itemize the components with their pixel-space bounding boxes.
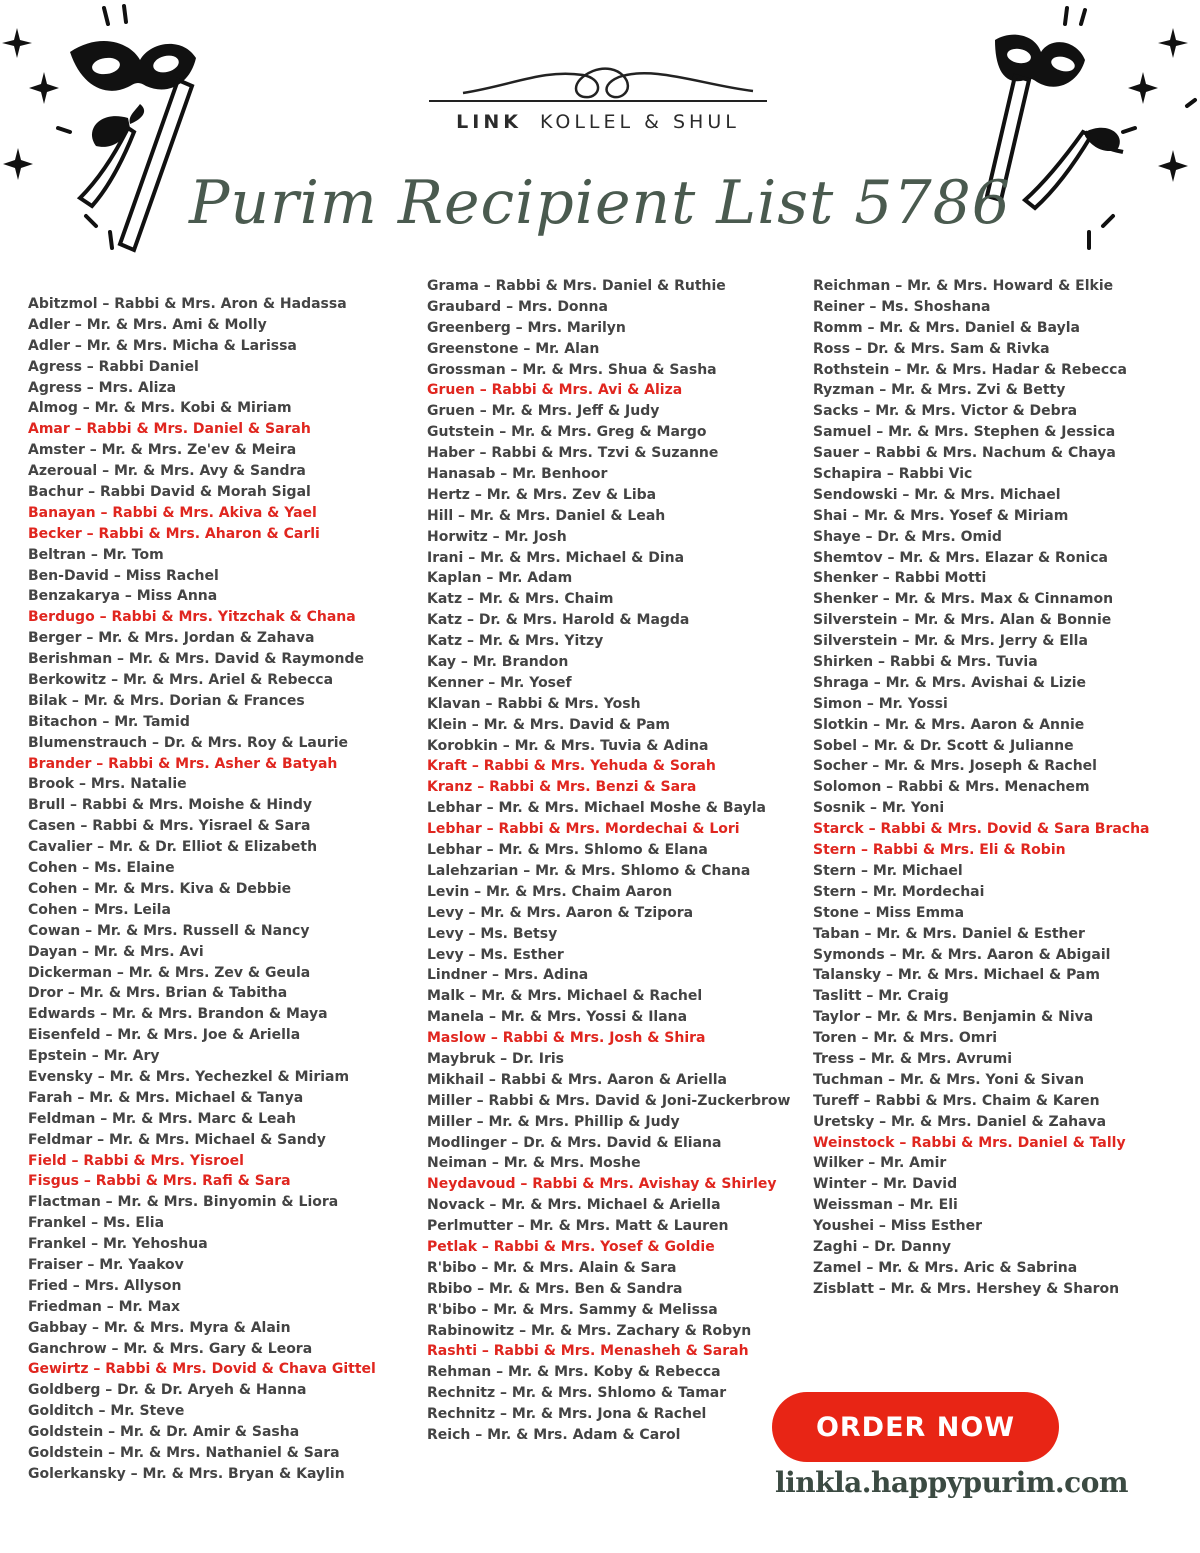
recipient-list-item: R'bibo – Mr. & Mrs. Alain & Sara bbox=[427, 1259, 677, 1276]
recipient-list-column-1 bbox=[28, 294, 376, 1485]
recipient-list-item: Benzakarya – Miss Anna bbox=[28, 588, 218, 605]
recipient-list-item: Tureff – Rabbi & Mrs. Chaim & Karen bbox=[813, 1092, 1100, 1109]
recipient-list-item: Irani – Mr. & Mrs. Michael & Dina bbox=[427, 549, 685, 566]
recipient-list-item: Agress – Mrs. Aliza bbox=[28, 379, 177, 396]
recipient-list-item: Lebhar – Rabbi & Mrs. Mordechai & Lori bbox=[427, 821, 740, 838]
recipient-list-item: Stern – Mr. Mordechai bbox=[813, 883, 985, 900]
website-link[interactable]: linkla.happypurim.com bbox=[775, 1466, 1129, 1499]
logo-name-bold: LINK bbox=[456, 111, 522, 133]
recipient-list-item: R'bibo – Mr. & Mrs. Sammy & Melissa bbox=[427, 1301, 718, 1318]
recipient-list-item: Greenstone – Mr. Alan bbox=[427, 340, 600, 357]
recipient-list-item: Neydavoud – Rabbi & Mrs. Avishay & Shirley bbox=[427, 1176, 777, 1193]
recipient-list-item: Cohen – Ms. Elaine bbox=[28, 860, 175, 877]
recipient-list-item: Adler – Mr. & Mrs. Micha & Larissa bbox=[28, 337, 297, 354]
recipient-list-item: Klein – Mr. & Mrs. David & Pam bbox=[427, 716, 671, 733]
recipient-list-item: Rechnitz – Mr. & Mrs. Shlomo & Tamar bbox=[427, 1385, 727, 1402]
recipient-list-item: Goldstein – Mr. & Mrs. Nathaniel & Sara bbox=[28, 1444, 340, 1461]
recipient-list-item: Romm – Mr. & Mrs. Daniel & Bayla bbox=[813, 319, 1080, 336]
recipient-list-item: Lebhar – Mr. & Mrs. Shlomo & Elana bbox=[427, 842, 708, 859]
recipient-list-item: Cohen – Mrs. Leila bbox=[28, 901, 171, 918]
recipient-list-item: Amar – Rabbi & Mrs. Daniel & Sarah bbox=[28, 421, 311, 438]
recipient-list-item: Shenker – Rabbi Motti bbox=[813, 570, 987, 587]
recipient-list-item: Horwitz – Mr. Josh bbox=[427, 528, 567, 545]
recipient-list-item: Ryzman – Mr. & Mrs. Zvi & Betty bbox=[813, 382, 1066, 399]
recipient-list-item: Shemtov – Mr. & Mrs. Elazar & Ronica bbox=[813, 549, 1108, 566]
recipient-list-item: Kranz – Rabbi & Mrs. Benzi & Sara bbox=[427, 779, 697, 796]
recipient-list-item: Banayan – Rabbi & Mrs. Akiva & Yael bbox=[28, 504, 317, 521]
recipient-list-item: Dror – Mr. & Mrs. Brian & Tabitha bbox=[28, 985, 288, 1002]
recipient-list-item: Abitzmol – Rabbi & Mrs. Aron & Hadassa bbox=[28, 296, 347, 312]
recipient-list-item: Symonds – Mr. & Mrs. Aaron & Abigail bbox=[813, 946, 1111, 963]
recipient-list-item: Fisgus – Rabbi & Mrs. Rafi & Sara bbox=[28, 1173, 291, 1190]
recipient-list-item: Starck – Rabbi & Mrs. Dovid & Sara Bracha bbox=[813, 821, 1150, 838]
logo-name-rest: KOLLEL & SHUL bbox=[539, 111, 740, 133]
page-title: Purim Recipient List 5786 bbox=[189, 168, 1011, 238]
recipient-list-item: Casen – Rabbi & Mrs. Yisrael & Sara bbox=[28, 818, 311, 835]
order-now-button[interactable]: ORDER NOW bbox=[772, 1392, 1059, 1462]
recipient-list-item: Modlinger – Dr. & Mrs. David & Eliana bbox=[427, 1134, 722, 1151]
recipient-list-item: Lindner – Mrs. Adina bbox=[427, 967, 589, 984]
recipient-list-item: Shai – Mr. & Mrs. Yosef & Miriam bbox=[813, 507, 1069, 524]
recipient-list-item: Gewirtz – Rabbi & Mrs. Dovid & Chava Gittel bbox=[28, 1361, 376, 1378]
recipient-list-item: Talansky – Mr. & Mrs. Michael & Pam bbox=[813, 967, 1101, 984]
recipient-list-item: Grama – Rabbi & Mrs. Daniel & Ruthie bbox=[427, 278, 726, 294]
sparkle-star-icon bbox=[1128, 72, 1158, 104]
recipient-list-item: Berkowitz – Mr. & Mrs. Ariel & Rebecca bbox=[28, 672, 334, 689]
recipient-list-item: Miller – Rabbi & Mrs. David & Joni-Zuckerbrow bbox=[427, 1092, 791, 1109]
recipient-list-item: Maslow – Rabbi & Mrs. Josh & Shira bbox=[427, 1030, 706, 1047]
recipient-list-item: Shirken – Rabbi & Mrs. Tuvia bbox=[813, 654, 1038, 671]
recipient-list-item: Brook – Mrs. Natalie bbox=[28, 776, 187, 793]
logo-wordmark bbox=[418, 111, 778, 133]
recipient-list-item: Slotkin – Mr. & Mrs. Aaron & Annie bbox=[813, 716, 1085, 733]
recipient-list-item: Kenner – Mr. Yosef bbox=[427, 674, 572, 691]
recipient-list-item: Korobkin – Mr. & Mrs. Tuvia & Adina bbox=[427, 737, 709, 754]
recipient-list-item: Brull – Rabbi & Mrs. Moishe & Hindy bbox=[28, 797, 313, 814]
recipient-list-item: Taban – Mr. & Mrs. Daniel & Esther bbox=[813, 925, 1085, 942]
recipient-list-item: Reich – Mr. & Mrs. Adam & Carol bbox=[427, 1426, 681, 1443]
recipient-list-item: Kay – Mr. Brandon bbox=[427, 654, 569, 671]
recipient-list-item: Schapira – Rabbi Vic bbox=[813, 466, 973, 483]
recipient-list-item: Levy – Ms. Esther bbox=[427, 946, 564, 963]
recipient-list-item: Rbibo – Mr. & Mrs. Ben & Sandra bbox=[427, 1280, 683, 1297]
recipient-list-item: Mikhail – Rabbi & Mrs. Aaron & Ariella bbox=[427, 1071, 727, 1088]
recipient-list-item: Socher – Mr. & Mrs. Joseph & Rachel bbox=[813, 758, 1097, 775]
recipient-list-item: Frankel – Ms. Elia bbox=[28, 1215, 165, 1232]
recipient-list-item: Sobel – Mr. & Dr. Scott & Julianne bbox=[813, 737, 1074, 754]
recipient-list-item: Wilker – Mr. Amir bbox=[813, 1155, 947, 1172]
recipient-list-item: Simon – Mr. Yossi bbox=[813, 695, 948, 712]
recipient-list-item: Dickerman – Mr. & Mrs. Zev & Geula bbox=[28, 964, 311, 981]
recipient-list-item: Blumenstrauch – Dr. & Mrs. Roy & Laurie bbox=[28, 734, 349, 751]
logo-swoosh-icon bbox=[423, 55, 773, 107]
recipient-list-item: Perlmutter – Mr. & Mrs. Matt & Lauren bbox=[427, 1218, 729, 1235]
recipient-list-item: Winter – Mr. David bbox=[813, 1176, 958, 1193]
recipient-list-item: Golditch – Mr. Steve bbox=[28, 1403, 185, 1420]
kollel-logo bbox=[418, 55, 778, 145]
recipient-list-item: Tuchman – Mr. & Mrs. Yoni & Sivan bbox=[813, 1071, 1085, 1088]
recipient-list-item: Ross – Dr. & Mrs. Sam & Rivka bbox=[813, 340, 1050, 357]
recipient-list-item: Levin – Mr. & Mrs. Chaim Aaron bbox=[427, 883, 673, 900]
recipient-list-item: Silverstein – Mr. & Mrs. Jerry & Ella bbox=[813, 633, 1088, 650]
recipient-list-item: Berdugo – Rabbi & Mrs. Yitzchak & Chana bbox=[28, 609, 356, 626]
recipient-list-item: Zaghi – Dr. Danny bbox=[813, 1238, 951, 1255]
sparkle-star-icon bbox=[2, 28, 32, 58]
recipient-list-item: Bitachon – Mr. Tamid bbox=[28, 713, 190, 730]
recipient-list-item: Klavan – Rabbi & Mrs. Yosh bbox=[427, 695, 641, 712]
recipient-list-item: Lebhar – Mr. & Mrs. Michael Moshe & Bayla bbox=[427, 800, 766, 817]
recipient-list-item: Hertz – Mr. & Mrs. Zev & Liba bbox=[427, 486, 657, 503]
recipient-list-item: Agress – Rabbi Daniel bbox=[28, 358, 199, 375]
recipient-list-item: Stone – Miss Emma bbox=[813, 904, 965, 921]
recipient-list-item: Manela – Mr. & Mrs. Yossi & Ilana bbox=[427, 1009, 688, 1026]
recipient-list-item: Feldmar – Mr. & Mrs. Michael & Sandy bbox=[28, 1131, 326, 1148]
recipient-list-item: Gutstein – Mr. & Mrs. Greg & Margo bbox=[427, 424, 707, 441]
recipient-list-item: Golerkansky – Mr. & Mrs. Bryan & Kaylin bbox=[28, 1465, 345, 1482]
recipient-list-item: Reiner – Ms. Shoshana bbox=[813, 298, 991, 315]
recipient-list-item: Becker – Rabbi & Mrs. Aharon & Carli bbox=[28, 525, 320, 542]
recipient-list-item: Weinstock – Rabbi & Mrs. Daniel & Tally bbox=[813, 1134, 1126, 1151]
recipient-list-item: Ben-David – Miss Rachel bbox=[28, 567, 219, 584]
sparkle-star-icon bbox=[29, 72, 59, 104]
recipient-list-item: Berishman – Mr. & Mrs. David & Raymonde bbox=[28, 651, 364, 668]
recipient-list-item: Bachur – Rabbi David & Morah Sigal bbox=[28, 484, 311, 501]
recipient-list-item: Goldberg – Dr. & Dr. Aryeh & Hanna bbox=[28, 1382, 307, 1399]
recipient-list-item: Grossman – Mr. & Mrs. Shua & Sasha bbox=[427, 361, 717, 378]
recipient-list-item: Beltran – Mr. Tom bbox=[28, 546, 164, 563]
recipient-list-item: Shenker – Mr. & Mrs. Max & Cinnamon bbox=[813, 591, 1114, 608]
recipient-list-item: Katz – Mr. & Mrs. Yitzy bbox=[427, 633, 604, 650]
recipient-list-item: Rechnitz – Mr. & Mrs. Jona & Rachel bbox=[427, 1406, 707, 1423]
recipient-list-item: Gabbay – Mr. & Mrs. Myra & Alain bbox=[28, 1319, 291, 1336]
recipient-list-item: Dayan – Mr. & Mrs. Avi bbox=[28, 943, 204, 960]
recipient-list-item: Feldman – Mr. & Mrs. Marc & Leah bbox=[28, 1110, 296, 1127]
recipient-list-item: Samuel – Mr. & Mrs. Stephen & Jessica bbox=[813, 424, 1116, 441]
recipient-list-item: Tress – Mr. & Mrs. Avrumi bbox=[813, 1050, 1013, 1067]
recipient-list-item: Frankel – Mr. Yehoshua bbox=[28, 1236, 208, 1253]
recipient-list-item: Evensky – Mr. & Mrs. Yechezkel & Miriam bbox=[28, 1068, 350, 1085]
recipient-list-item: Sendowski – Mr. & Mrs. Michael bbox=[813, 486, 1061, 503]
recipient-list-item: Neiman – Mr. & Mrs. Moshe bbox=[427, 1155, 641, 1172]
recipient-list-item: Hill – Mr. & Mrs. Daniel & Leah bbox=[427, 507, 666, 524]
recipient-list-item: Brander – Rabbi & Mrs. Asher & Batyah bbox=[28, 755, 338, 772]
recipient-list-item: Fried – Mrs. Allyson bbox=[28, 1277, 182, 1294]
recipient-list-item: Kraft – Rabbi & Mrs. Yehuda & Sorah bbox=[427, 758, 716, 775]
recipient-list-item: Hanasab – Mr. Benhoor bbox=[427, 466, 608, 483]
recipient-list-item: Sacks – Mr. & Mrs. Victor & Debra bbox=[813, 403, 1078, 420]
recipient-list-item: Toren – Mr. & Mrs. Omri bbox=[813, 1030, 998, 1047]
recipient-list-item: Adler – Mr. & Mrs. Ami & Molly bbox=[28, 316, 267, 333]
recipient-list-item: Greenberg – Mrs. Marilyn bbox=[427, 319, 626, 336]
recipient-list-item: Rehman – Mr. & Mrs. Koby & Rebecca bbox=[427, 1364, 721, 1381]
recipient-list-item: Rothstein – Mr. & Mrs. Hadar & Rebecca bbox=[813, 361, 1127, 378]
recipient-list-item: Weissman – Mr. Eli bbox=[813, 1197, 958, 1214]
recipient-list-item: Levy – Ms. Betsy bbox=[427, 925, 558, 942]
recipient-list-item: Flactman – Mr. & Mrs. Binyomin & Liora bbox=[28, 1194, 339, 1211]
recipient-list-item: Haber – Rabbi & Mrs. Tzvi & Suzanne bbox=[427, 445, 719, 462]
recipient-list-item: Rashti – Rabbi & Mrs. Menasheh & Sarah bbox=[427, 1343, 749, 1360]
recipient-list-item: Amster – Mr. & Mrs. Ze'ev & Meira bbox=[28, 442, 297, 459]
recipient-list-item: Taslitt – Mr. Craig bbox=[813, 988, 949, 1005]
recipient-list-item: Katz – Dr. & Mrs. Harold & Magda bbox=[427, 612, 690, 629]
recipient-list-item: Sauer – Rabbi & Mrs. Nachum & Chaya bbox=[813, 445, 1116, 462]
recipient-list-item: Lalehzarian – Mr. & Mrs. Shlomo & Chana bbox=[427, 862, 751, 879]
recipient-list-item: Solomon – Rabbi & Mrs. Menachem bbox=[813, 779, 1090, 796]
recipient-list-item: Petlak – Rabbi & Mrs. Yosef & Goldie bbox=[427, 1238, 715, 1255]
recipient-list-item: Youshei – Miss Esther bbox=[813, 1218, 983, 1235]
recipient-list-item: Stern – Rabbi & Mrs. Eli & Robin bbox=[813, 842, 1066, 859]
recipient-list-item: Cohen – Mr. & Mrs. Kiva & Debbie bbox=[28, 880, 292, 897]
recipient-list-item: Novack – Mr. & Mrs. Michael & Ariella bbox=[427, 1197, 721, 1214]
recipient-list-item: Katz – Mr. & Mrs. Chaim bbox=[427, 591, 614, 608]
recipient-list-item: Stern – Mr. Michael bbox=[813, 862, 963, 879]
recipient-list-item: Edwards – Mr. & Mrs. Brandon & Maya bbox=[28, 1006, 328, 1023]
recipient-list-item: Field – Rabbi & Mrs. Yisroel bbox=[28, 1152, 244, 1169]
recipient-list-item: Uretsky – Mr. & Mrs. Daniel & Zahava bbox=[813, 1113, 1107, 1130]
recipient-list-item: Malk – Mr. & Mrs. Michael & Rachel bbox=[427, 988, 703, 1005]
recipient-list-item: Almog – Mr. & Mrs. Kobi & Miriam bbox=[28, 400, 292, 417]
recipient-list-column-3 bbox=[813, 276, 1150, 1300]
recipient-list-item: Rabinowitz – Mr. & Mrs. Zachary & Robyn bbox=[427, 1322, 752, 1339]
recipient-list-item: Miller – Mr. & Mrs. Phillip & Judy bbox=[427, 1113, 680, 1130]
recipient-list-item: Cavalier – Mr. & Dr. Elliot & Elizabeth bbox=[28, 839, 318, 856]
recipient-list-item: Fraiser – Mr. Yaakov bbox=[28, 1256, 184, 1273]
recipient-list-item: Levy – Mr. & Mrs. Aaron & Tzipora bbox=[427, 904, 694, 921]
recipient-list-item: Zamel – Mr. & Mrs. Aric & Sabrina bbox=[813, 1259, 1078, 1276]
recipient-list-item: Sosnik – Mr. Yoni bbox=[813, 800, 945, 817]
sparkle-star-icon bbox=[1158, 28, 1188, 58]
recipient-list-item: Reichman – Mr. & Mrs. Howard & Elkie bbox=[813, 278, 1114, 294]
recipient-list-item: Cowan – Mr. & Mrs. Russell & Nancy bbox=[28, 922, 310, 939]
recipient-list-item: Kaplan – Mr. Adam bbox=[427, 570, 573, 587]
recipient-list-item: Shraga – Mr. & Mrs. Avishai & Lizie bbox=[813, 674, 1087, 691]
recipient-list-item: Silverstein – Mr. & Mrs. Alan & Bonnie bbox=[813, 612, 1112, 629]
recipient-list-item: Maybruk – Dr. Iris bbox=[427, 1050, 564, 1067]
recipient-list-item: Farah – Mr. & Mrs. Michael & Tanya bbox=[28, 1089, 304, 1106]
recipient-list-item: Taylor – Mr. & Mrs. Benjamin & Niva bbox=[813, 1009, 1094, 1026]
recipient-list-item: Ganchrow – Mr. & Mrs. Gary & Leora bbox=[28, 1340, 313, 1357]
recipient-list-item: Gruen – Rabbi & Mrs. Avi & Aliza bbox=[427, 382, 683, 399]
recipient-list-item: Friedman – Mr. Max bbox=[28, 1298, 181, 1315]
recipient-list-item: Gruen – Mr. & Mrs. Jeff & Judy bbox=[427, 403, 660, 420]
recipient-list-item: Bilak – Mr. & Mrs. Dorian & Frances bbox=[28, 692, 305, 709]
recipient-list-item: Graubard – Mrs. Donna bbox=[427, 298, 608, 315]
recipient-list-item: Goldstein – Mr. & Dr. Amir & Sasha bbox=[28, 1424, 300, 1441]
recipient-list-item: Berger – Mr. & Mrs. Jordan & Zahava bbox=[28, 630, 315, 647]
recipient-list-item: Shaye – Dr. & Mrs. Omid bbox=[813, 528, 1002, 545]
recipient-list-item: Zisblatt – Mr. & Mrs. Hershey & Sharon bbox=[813, 1280, 1120, 1297]
recipient-list-item: Eisenfeld – Mr. & Mrs. Joe & Ariella bbox=[28, 1027, 301, 1044]
recipient-list-item: Azeroual – Mr. & Mrs. Avy & Sandra bbox=[28, 463, 306, 480]
recipient-list-column-2 bbox=[427, 276, 790, 1446]
recipient-list-item: Epstein – Mr. Ary bbox=[28, 1048, 160, 1065]
